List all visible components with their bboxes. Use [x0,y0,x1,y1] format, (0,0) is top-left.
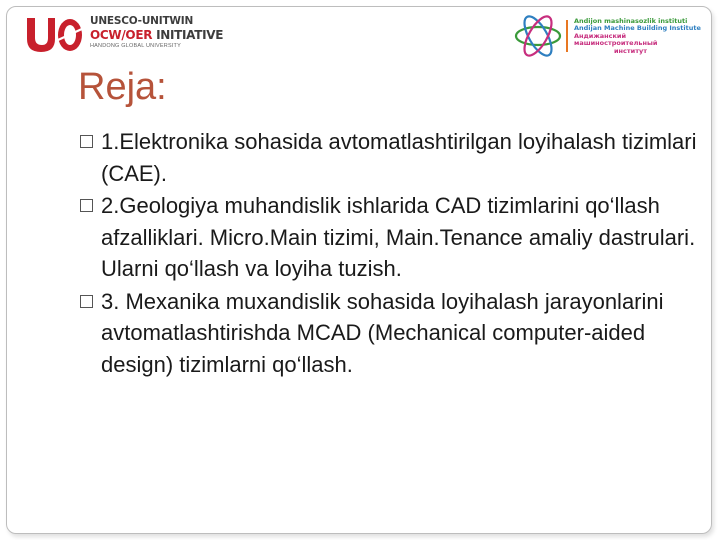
institute-name-ru: Андижанский машиностроительный [574,31,658,48]
atom-knot-logo-icon [512,14,564,58]
institute-name-uz: Andijon mashinasozlik instituti [574,17,688,25]
list-item-text: 1.Elektronika sohasida avtomatlashtirilgan loyihalash tizimlari (CAE). [101,129,697,186]
list-item [80,286,700,381]
institute-name-ru-2: институт [614,46,647,55]
slide-title: Reja: [78,66,167,108]
list-item [80,126,700,189]
list-item-text: 2.Geologiya muhandislik ishlarida CAD tizimlarini qo‘llash afzalliklari. Micro.Main tizimi, Main.Tenance amaliy dastrulari. Ularni qo‘llash va loyiha tuzish. [101,193,696,281]
logo-initiative-part: INITIATIVE [156,27,224,42]
square-bullet-icon [80,199,93,212]
list-item [80,190,700,285]
logo-divider [566,20,568,52]
logo-line-ocw [90,29,223,41]
logo-ocw-part: OCW/OER [90,27,153,42]
logo-line-handong: HANDONG GLOBAL UNIVERSITY [90,42,181,49]
logo-line-unesco: UNESCO-UNITWIN [90,15,194,27]
list-item-text: 3. Mexanika muxandislik sohasida loyihalash jarayonlarini avtomatlashtirishda MCAD (Mechanical computer-aided design) tizimlarni qo‘llash. [101,288,664,377]
uo-logo-icon [24,14,86,54]
square-bullet-icon [80,295,93,308]
plan-list [80,126,700,381]
institute-logo [512,14,702,58]
institute-name-en: Andijan Machine Building Institute [574,24,701,33]
square-bullet-icon [80,135,93,148]
unesco-logo [24,14,224,56]
